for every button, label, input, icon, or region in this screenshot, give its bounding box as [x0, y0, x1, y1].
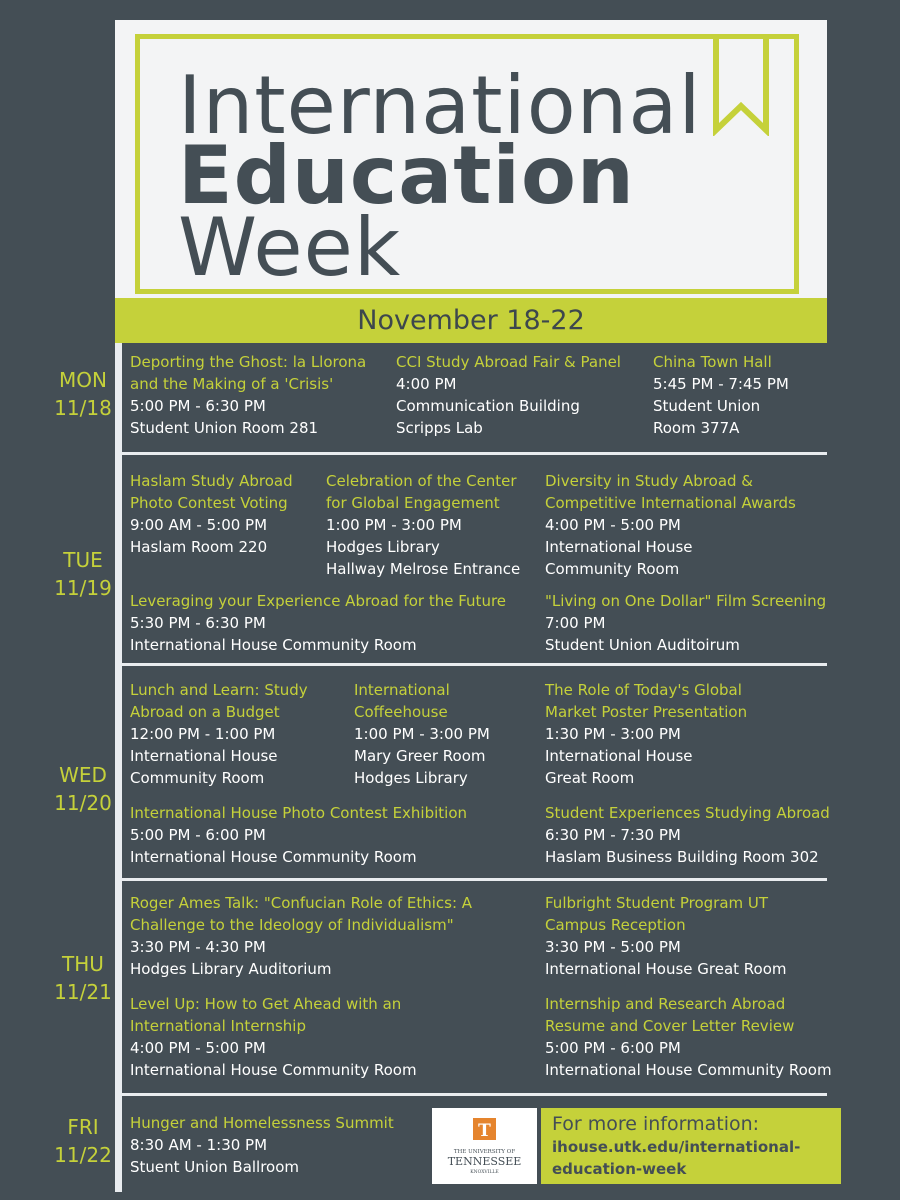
- event-location: Hodges Library Auditorium: [130, 960, 332, 978]
- event-location: Student Union Auditoirum: [545, 636, 740, 654]
- event-title: "Living on One Dollar" Film Screening: [545, 592, 827, 610]
- event-title: Coffeehouse: [354, 703, 448, 721]
- event-title: Leveraging your Experience Abroad for the Future: [130, 592, 507, 610]
- event-location: International House Community Room: [130, 1061, 417, 1079]
- tennessee-logo-icon: [432, 1108, 537, 1184]
- svg-text:THE UNIVERSITY OF: THE UNIVERSITY OF: [453, 1149, 516, 1155]
- event-location: Hodges Library: [354, 769, 468, 787]
- day-label-thu: [50, 950, 116, 1006]
- event-location: Hallway Melrose Entrance: [326, 560, 521, 578]
- page-title-line-1: International: [178, 59, 702, 152]
- event-time: 4:00 PM - 5:00 PM: [545, 516, 681, 534]
- event-title: Lunch and Learn: Study: [130, 681, 308, 699]
- event-location: Student Union: [653, 397, 761, 415]
- day-abbr: WED: [59, 763, 107, 787]
- event-location: International House Community Room: [130, 636, 417, 654]
- event-title: International Internship: [130, 1017, 306, 1035]
- event-deporting-the-ghost: [130, 351, 366, 439]
- event-location: Community Room: [545, 560, 680, 578]
- day-date: 11/22: [54, 1143, 112, 1167]
- event-time: 3:30 PM - 4:30 PM: [130, 938, 266, 956]
- university-logo: [432, 1108, 537, 1184]
- event-title: CCI Study Abroad Fair & Panel: [396, 353, 621, 371]
- event-time: 1:30 PM - 3:00 PM: [545, 725, 681, 743]
- event-title: Celebration of the Center: [326, 472, 517, 490]
- day-date: 11/20: [54, 791, 112, 815]
- day-date: 11/21: [54, 980, 112, 1004]
- event-location: Mary Greer Room: [354, 747, 486, 765]
- event-title: International House Photo Contest Exhibition: [130, 804, 468, 822]
- bookmark-icon: [710, 36, 772, 136]
- event-time: 6:30 PM - 7:30 PM: [545, 826, 681, 844]
- event-title: Resume and Cover Letter Review: [545, 1017, 795, 1035]
- day-label-fri: [50, 1113, 116, 1169]
- event-time: 8:30 AM - 1:30 PM: [130, 1136, 268, 1154]
- event-location: International House Community Room: [130, 848, 417, 866]
- event-time: 12:00 PM - 1:00 PM: [130, 725, 276, 743]
- day-abbr: THU: [62, 952, 104, 976]
- event-location: Communication Building: [396, 397, 580, 415]
- day-date: 11/19: [54, 576, 112, 600]
- event-location: International House: [545, 538, 693, 556]
- event-time: 3:30 PM - 5:00 PM: [545, 938, 681, 956]
- event-time: 1:00 PM - 3:00 PM: [354, 725, 490, 743]
- event-location: International House: [545, 747, 693, 765]
- info-label: For more information:: [552, 1113, 760, 1135]
- event-fulbright-reception: [545, 892, 787, 980]
- event-time: 1:00 PM - 3:00 PM: [326, 516, 462, 534]
- event-international-coffeehouse: [354, 679, 490, 789]
- event-location: International House: [130, 747, 278, 765]
- day-abbr: TUE: [63, 548, 103, 572]
- day-divider: [115, 663, 827, 666]
- event-location: Great Room: [545, 769, 635, 787]
- event-location: International House Great Room: [545, 960, 787, 978]
- day-abbr: MON: [59, 368, 107, 392]
- svg-text:KNOXVILLE: KNOXVILLE: [470, 1170, 499, 1175]
- event-location: Haslam Room 220: [130, 538, 268, 556]
- event-leveraging-experience: [130, 590, 506, 656]
- event-location: Room 377A: [653, 419, 740, 437]
- event-title: Internship and Research Abroad: [545, 995, 786, 1013]
- event-time: 5:45 PM - 7:45 PM: [653, 375, 789, 393]
- event-time: 5:30 PM - 6:30 PM: [130, 614, 266, 632]
- event-title: Deporting the Ghost: la Llorona: [130, 353, 367, 371]
- event-student-experiences: [545, 802, 830, 868]
- event-hunger-homelessness-summit: [130, 1112, 394, 1178]
- svg-text:TENNESSEE: TENNESSEE: [447, 1155, 522, 1168]
- event-roger-ames-talk: [130, 892, 472, 980]
- event-title: China Town Hall: [653, 353, 772, 371]
- info-link[interactable]: ihouse.utk.edu/international-education-week: [552, 1138, 801, 1178]
- event-location: Scripps Lab: [396, 419, 483, 437]
- event-title: Fulbright Student Program UT: [545, 894, 769, 912]
- event-global-market-poster: [545, 679, 747, 789]
- date-range-banner: November 18-22: [115, 298, 827, 343]
- event-location: Student Union Room 281: [130, 419, 319, 437]
- event-time: 4:00 PM: [396, 375, 457, 393]
- page-title-line-2: Education: [178, 129, 635, 222]
- event-haslam-photo-contest: [130, 470, 293, 558]
- event-china-town-hall: [653, 351, 789, 439]
- day-abbr: FRI: [67, 1115, 99, 1139]
- event-photo-contest-exhibition: [130, 802, 467, 868]
- event-title: Abroad on a Budget: [130, 703, 280, 721]
- event-title: Campus Reception: [545, 916, 686, 934]
- event-title: and the Making of a 'Crisis': [130, 375, 334, 393]
- event-level-up-internship: [130, 993, 417, 1081]
- event-location: Stuent Union Ballroom: [130, 1158, 300, 1176]
- event-living-on-one-dollar: [545, 590, 826, 656]
- day-date: 11/18: [54, 396, 112, 420]
- event-title: International: [354, 681, 450, 699]
- event-time: 5:00 PM - 6:00 PM: [130, 826, 266, 844]
- more-info-box: [541, 1108, 841, 1184]
- event-title: Hunger and Homelessness Summit: [130, 1114, 394, 1132]
- event-diversity-study-abroad: [545, 470, 796, 580]
- day-label-mon: [50, 366, 116, 422]
- event-title: Market Poster Presentation: [545, 703, 748, 721]
- event-location: Hodges Library: [326, 538, 440, 556]
- event-location: Community Room: [130, 769, 265, 787]
- page-title-line-3: Week: [178, 201, 402, 294]
- event-title: Photo Contest Voting: [130, 494, 288, 512]
- event-time: 4:00 PM - 5:00 PM: [130, 1039, 266, 1057]
- day-label-tue: [50, 546, 116, 602]
- event-location: Haslam Business Building Room 302: [545, 848, 819, 866]
- event-time: 9:00 AM - 5:00 PM: [130, 516, 268, 534]
- day-divider: [115, 452, 827, 455]
- event-time: 5:00 PM - 6:00 PM: [545, 1039, 681, 1057]
- svg-text:T: T: [478, 1121, 491, 1141]
- event-title: Competitive International Awards: [545, 494, 796, 512]
- event-time: 5:00 PM - 6:30 PM: [130, 397, 266, 415]
- event-title: Roger Ames Talk: "Confucian Role of Ethics: A: [130, 894, 473, 912]
- event-title: Student Experiences Studying Abroad: [545, 804, 830, 822]
- day-divider: [115, 878, 827, 881]
- event-resume-review: [545, 993, 832, 1081]
- event-celebration-global-engagement: [326, 470, 520, 580]
- event-title: Diversity in Study Abroad &: [545, 472, 753, 490]
- event-time: 7:00 PM: [545, 614, 606, 632]
- day-label-wed: [50, 761, 116, 817]
- day-divider: [115, 1093, 827, 1096]
- event-title: Haslam Study Abroad: [130, 472, 293, 490]
- event-title: Challenge to the Ideology of Individualism": [130, 916, 454, 934]
- event-cci-study-abroad-fair: [396, 351, 621, 439]
- event-title: Level Up: How to Get Ahead with an: [130, 995, 402, 1013]
- event-lunch-and-learn: [130, 679, 308, 789]
- event-location: International House Community Room: [545, 1061, 832, 1079]
- event-title: for Global Engagement: [326, 494, 500, 512]
- event-title: The Role of Today's Global: [545, 681, 742, 699]
